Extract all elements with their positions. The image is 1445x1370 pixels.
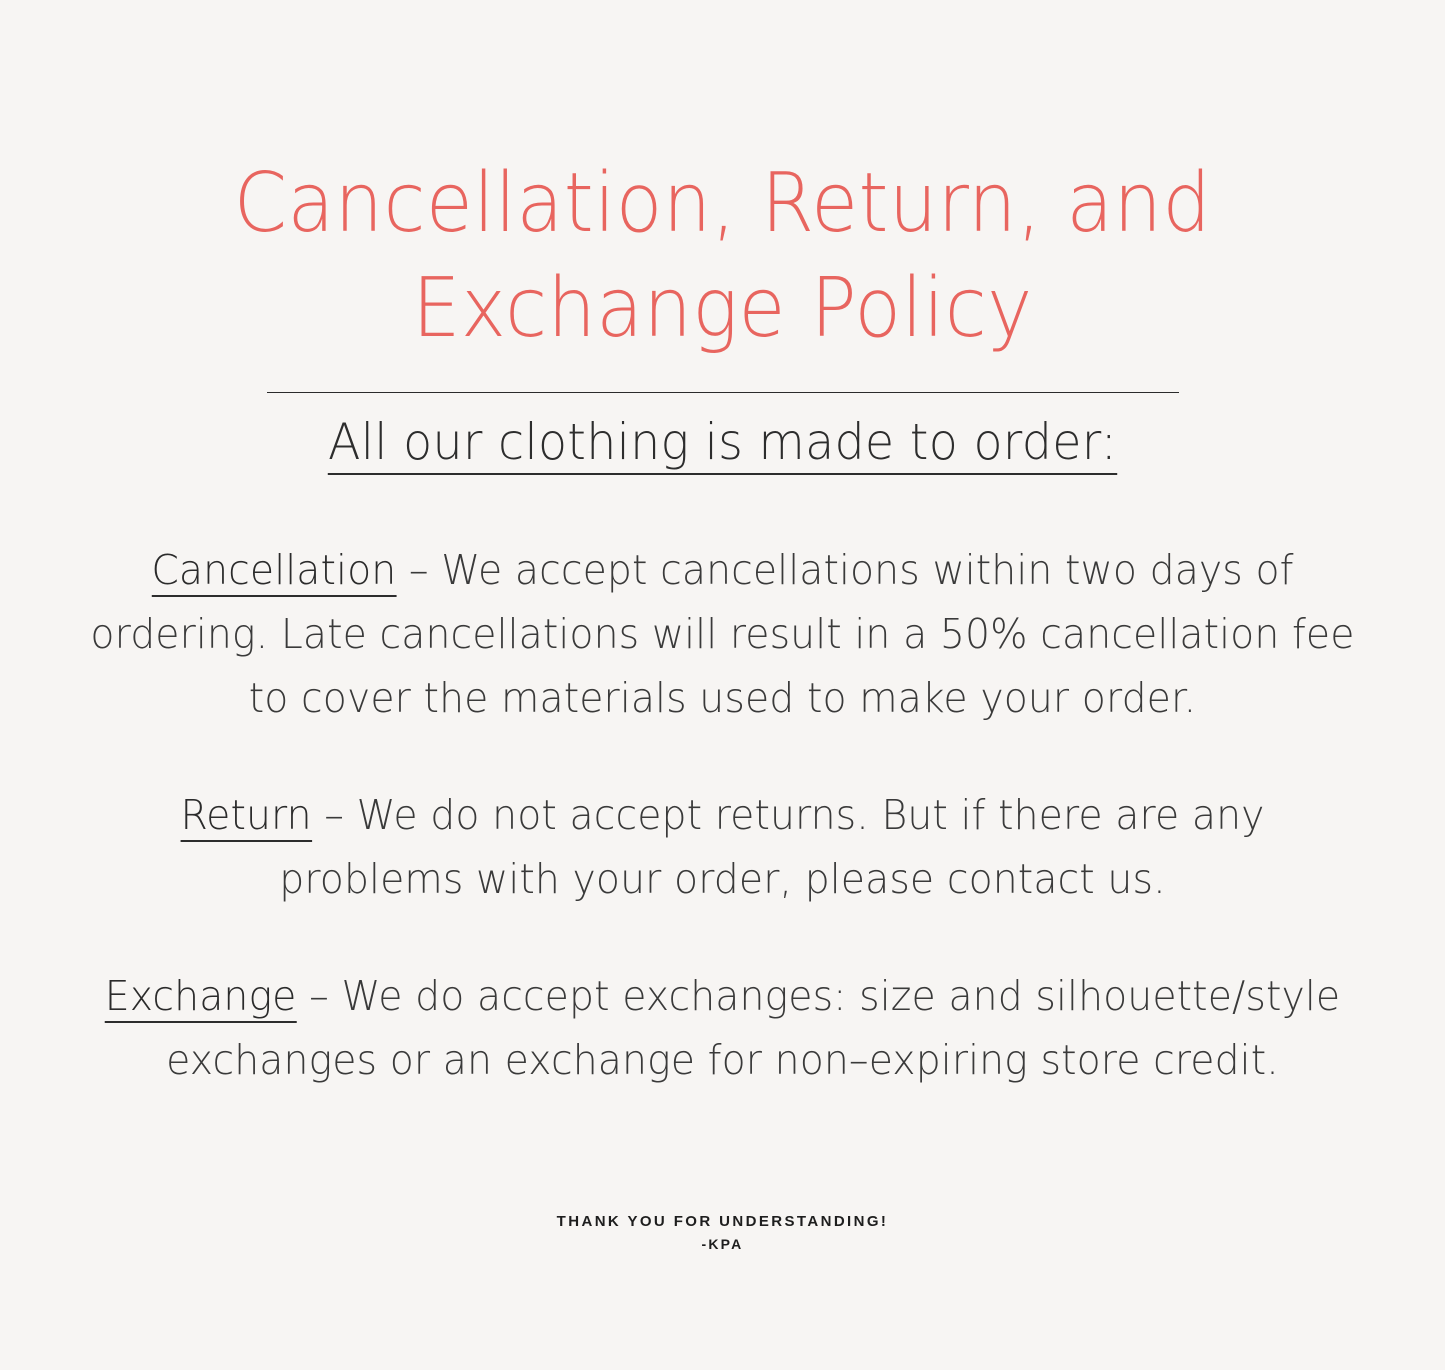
page-subtitle [36, 411, 1409, 474]
page-title: Cancellation, Return, and Exchange Policy [233, 156, 1212, 356]
policy-section-cancellation-text: – We accept cancellations within two days of ordering. Late cancellations will result in a 50% cancellation fee to cover the materials used to make your order. [90, 546, 1355, 722]
footer-thank-you: THANK YOU FOR UNDERSTANDING! [556, 1213, 889, 1230]
policy-sections [0, 539, 1445, 1092]
title-divider [267, 392, 1179, 393]
page-footer [0, 1213, 1445, 1252]
policy-section-exchange-text: – We do accept exchanges: size and silhouette/style exchanges or an exchange for non–expiring store credit. [166, 972, 1341, 1084]
policy-section-return [88, 784, 1356, 911]
policy-section-cancellation [88, 539, 1356, 730]
policy-section-return-text: – We do not accept returns. But if there are any problems with your order, please contact us. [279, 791, 1265, 903]
policy-section-return-lead: Return [180, 791, 311, 842]
policy-section-exchange-lead: Exchange [105, 972, 297, 1023]
page-subtitle-text: All our clothing is made to order: [328, 413, 1117, 475]
policy-section-cancellation-lead: Cancellation [151, 546, 396, 597]
policy-section-exchange [88, 965, 1356, 1092]
footer-signature: -KPA [701, 1236, 744, 1252]
title-divider-wrap [0, 392, 1445, 393]
